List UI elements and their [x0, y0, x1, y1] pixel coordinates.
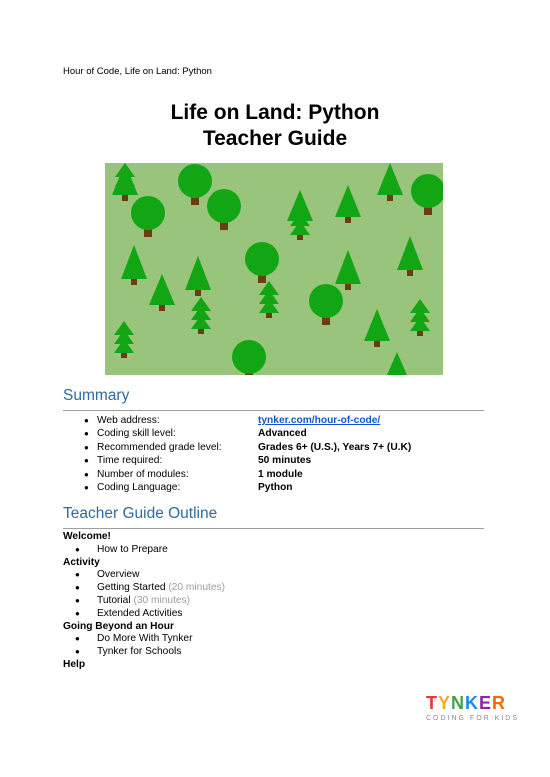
duration-label: (20 minutes): [168, 582, 225, 594]
summary-label: Coding skill level:: [97, 428, 176, 440]
summary-label: Number of modules:: [97, 468, 189, 480]
logo-letter: R: [492, 693, 507, 713]
bullet-icon: ●: [84, 442, 89, 452]
bullet-icon: ●: [75, 647, 80, 657]
round-tree: [131, 196, 165, 230]
summary-item-web-address: [84, 414, 497, 427]
summary-label: Recommended grade level:: [97, 441, 222, 453]
summary-label: Time required:: [97, 455, 163, 467]
outline-item-label: Extended Activities: [97, 607, 183, 619]
forest-illustration: [105, 163, 443, 375]
summary-value: Grades 6+ (U.S.), Years 7+ (U.K): [258, 441, 412, 453]
pine-tree: [364, 309, 390, 341]
logo-letter: E: [479, 693, 493, 713]
summary-item-language: [84, 481, 497, 494]
pine-tree: [185, 256, 211, 290]
summary-item-time: [84, 454, 497, 467]
pine-tree: [377, 163, 403, 195]
summary-value: 1 module: [258, 468, 303, 480]
tynker-logo: [426, 693, 519, 722]
title-line-2: Teacher Guide: [202, 127, 348, 150]
pine-tree: [121, 245, 147, 279]
round-tree: [232, 340, 266, 374]
logo-wordmark: [426, 693, 519, 714]
outline-item-getting-started[interactable]: [63, 582, 225, 595]
bullet-icon: ●: [84, 469, 89, 479]
bullet-icon: ●: [75, 583, 80, 593]
round-tree: [178, 164, 212, 198]
round-tree: [245, 242, 279, 276]
bullet-icon: ●: [75, 544, 80, 554]
summary-heading: Summary: [63, 387, 130, 404]
summary-value: Python: [258, 481, 293, 493]
outline-rule: [63, 528, 484, 529]
web-address-link[interactable]: tynker.com/hour-of-code/: [258, 415, 381, 426]
outline-item-label: Tynker for Schools: [97, 646, 182, 658]
outline-item-label: Getting Started: [97, 582, 166, 594]
summary-label: Web address:: [97, 415, 160, 426]
round-tree: [309, 284, 343, 318]
bullet-icon: ●: [84, 416, 89, 425]
logo-letter: T: [426, 693, 438, 713]
bullet-icon: ●: [75, 595, 80, 605]
pine-tree: [397, 236, 423, 270]
bullet-icon: ●: [84, 429, 89, 439]
duration-label: (30 minutes): [133, 594, 191, 606]
summary-label: Coding Language:: [97, 481, 181, 493]
summary-list: [84, 414, 497, 494]
page-title: [0, 100, 550, 152]
bullet-icon: ●: [75, 570, 80, 580]
summary-value: Advanced: [258, 428, 307, 440]
logo-letter: K: [465, 693, 480, 713]
outline-section-activity[interactable]: Activity: [63, 556, 100, 568]
outline-item-tutorial[interactable]: [63, 595, 225, 608]
bullet-icon: ●: [75, 634, 80, 644]
bullet-icon: ●: [84, 482, 89, 492]
outline-list: [63, 531, 225, 672]
outline-item-label: Do More With Tynker: [97, 633, 193, 645]
summary-rule: [63, 410, 484, 411]
outline-section-welcome[interactable]: Welcome!: [63, 531, 111, 542]
summary-value: 50 minutes: [258, 455, 312, 467]
pine-tree: [335, 185, 361, 217]
forest-image: [105, 163, 443, 375]
summary-item-skill-level: [84, 427, 497, 440]
outline-item-schools[interactable]: [63, 646, 225, 659]
outline-item-label: How to Prepare: [97, 543, 168, 555]
outline-item-how-to-prepare[interactable]: [63, 544, 225, 557]
bullet-icon: ●: [75, 608, 80, 618]
round-tree: [207, 189, 241, 223]
pine-tree: [384, 352, 410, 375]
outline-item-label: Overview: [97, 569, 140, 581]
pine-tree: [149, 274, 175, 305]
outline-section-beyond[interactable]: Going Beyond an Hour: [63, 620, 174, 632]
round-tree: [411, 174, 443, 208]
bullet-icon: ●: [84, 456, 89, 466]
summary-item-modules: [84, 468, 497, 481]
outline-heading: Teacher Guide Outline: [63, 505, 218, 522]
outline-item-overview[interactable]: [63, 569, 225, 582]
outline-item-do-more[interactable]: [63, 633, 225, 646]
title-line-1: Life on Land: Python: [170, 101, 380, 124]
pine-tree: [335, 250, 361, 284]
logo-letter: N: [451, 693, 466, 713]
running-header: Hour of Code, Life on Land: Python: [63, 66, 212, 77]
outline-section-help[interactable]: Help: [63, 658, 86, 670]
outline-item-extended-activities[interactable]: [63, 608, 225, 621]
summary-item-grade-level: [84, 441, 497, 454]
logo-letter: Y: [438, 693, 452, 713]
outline-item-label: Tutorial: [97, 594, 131, 606]
logo-tagline: CODING FOR KIDS: [426, 715, 520, 722]
